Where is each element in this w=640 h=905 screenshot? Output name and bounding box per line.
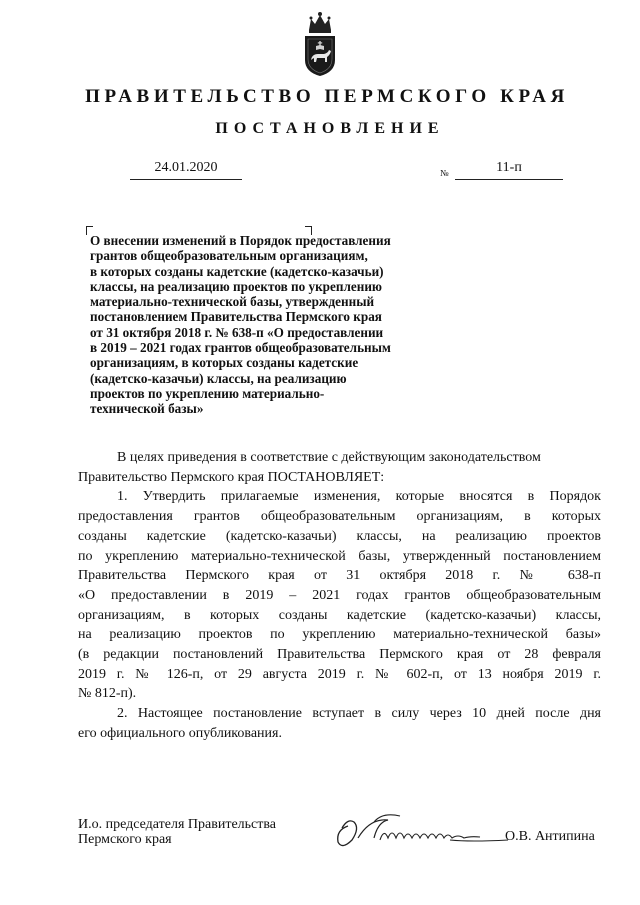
- signatory-name: О.В. Антипина: [505, 829, 595, 844]
- document-number: 11-п: [455, 160, 563, 180]
- subject-line: О внесении изменений в Порядок предоставления: [90, 233, 391, 248]
- body-line: на реализацию проектов по укреплению материально-технической базы»: [78, 627, 601, 643]
- number-label: №: [440, 168, 449, 178]
- subject-line: классы, на реализацию проектов по укреплению: [90, 278, 382, 294]
- coat-of-arms-icon: [299, 10, 341, 78]
- body-line: по укреплению материально-технической базы, утвержденный постановлением: [78, 548, 601, 564]
- body-line: предоставления грантов общеобразовательным организациям, в которых: [78, 509, 601, 525]
- subject-line: материально-технической базы, утвержденный: [90, 294, 375, 310]
- document-subject: [90, 233, 450, 417]
- body-line: 2019 г. № 126-п, от 29 августа 2019 г. № 602-п, от 13 ноября 2019 г.: [78, 666, 601, 682]
- body-line: 2. Настоящее постановление вступает в силу через 10 дней после дня: [117, 706, 601, 722]
- signatory-title: [78, 817, 276, 847]
- body-line: организациям, в которых созданы кадетские (кадетско-казачьи) классы,: [78, 607, 601, 623]
- body-line: 1. Утвердить прилагаемые изменения, которые вносятся в Порядок: [117, 489, 601, 505]
- subject-line: организациям, в которых созданы кадетские: [90, 355, 359, 371]
- subject-line: от 31 октября 2018 г. № 638-п «О предоставлении: [90, 324, 384, 340]
- document-body: [78, 448, 601, 744]
- body-line: № 812-п).: [78, 686, 137, 702]
- subject-line: проектов по укреплению материально-: [90, 385, 325, 401]
- subject-line: (кадетско-казачьи) классы, на реализацию: [90, 370, 347, 386]
- body-line: В целях приведения в соответствие с действующим законодательством: [117, 450, 541, 465]
- signatory-title-line: Пермского края: [78, 832, 172, 847]
- government-title: ПРАВИТЕЛЬСТВО ПЕРМСКОГО КРАЯ: [85, 86, 569, 107]
- body-line: Правительство Пермского края ПОСТАНОВЛЯЕТ:: [78, 469, 385, 485]
- subject-line: технической базы»: [90, 401, 204, 417]
- body-line: (в редакции постановлений Правительства Пермского края от 28 февраля: [78, 647, 601, 663]
- body-line: созданы кадетские (кадетско-казачьи) классы, на реализацию проектов: [78, 528, 601, 544]
- body-line: «О предоставлении в 2019 – 2021 годах грантов общеобразовательным: [78, 587, 601, 603]
- subject-line: постановлением Правительства Пермского края: [90, 309, 382, 325]
- document-type: ПОСТАНОВЛЕНИЕ: [215, 120, 445, 137]
- body-line: Правительства Пермского края от 31 октября 2018 г. № 638-п: [78, 568, 601, 584]
- document-date: 24.01.2020: [130, 160, 242, 180]
- handwritten-signature-icon: [330, 808, 510, 852]
- signatory-title-line: И.о. председателя Правительства: [78, 817, 277, 832]
- subject-line: в 2019 – 2021 годах грантов общеобразовательным: [90, 340, 391, 356]
- subject-line: грантов общеобразовательным организациям,: [90, 248, 368, 264]
- subject-line: в которых созданы кадетские (кадетско-казачьи): [90, 263, 384, 279]
- body-line: его официального опубликования.: [78, 725, 282, 741]
